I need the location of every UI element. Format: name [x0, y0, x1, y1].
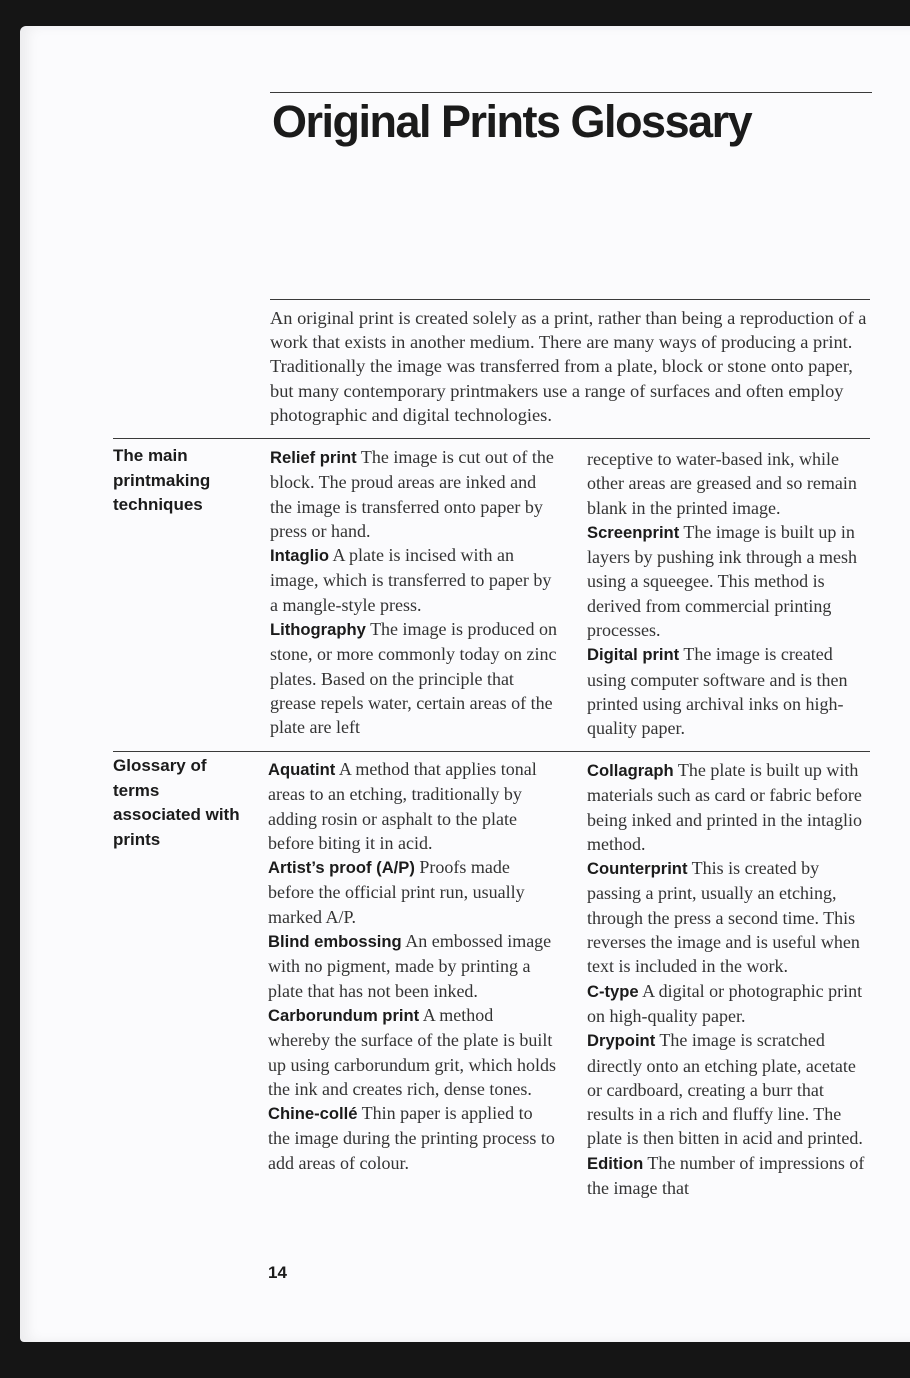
entry-term: Aquatint — [268, 760, 336, 779]
glossary-entry — [587, 520, 872, 642]
entry-term: Relief print — [270, 448, 357, 467]
entry-term: Counterprint — [587, 859, 688, 879]
glossary-entry — [587, 642, 872, 740]
entry-definition: A method that applies tonal areas to an etching, traditionally by adding rosin or asphalt to the plate before biting it in acid. — [268, 759, 537, 853]
entry-term: Carborundum print — [268, 1005, 420, 1025]
entry-term: Chine-collé — [268, 1104, 358, 1124]
entry-term: Digital print — [587, 645, 680, 665]
glossary-entry — [587, 856, 872, 978]
entry-definition: The image is cut out of the block. The proud areas are inked and the image is transferred onto paper by press or hand. — [270, 447, 554, 541]
glossary-right-column — [587, 758, 872, 1200]
entry-term: Collagraph — [587, 761, 674, 780]
glossary-entry — [587, 979, 872, 1029]
glossary-rule — [113, 751, 870, 752]
glossary-entry — [268, 1003, 558, 1101]
glossary-heading: Glossary of terms associated with prints — [113, 756, 240, 849]
entry-definition: An embossed image with no pigment, made by printing a plate that has not been inked. — [268, 931, 552, 1001]
title-top-rule — [270, 92, 872, 93]
entry-definition: This is created by passing a print, usually an etching, through the press a second time. This reverses the image and is useful when text is included in the work. — [587, 858, 860, 977]
entry-definition: Thin paper is applied to the image during the printing process to add areas of colour. — [268, 1103, 555, 1173]
entry-definition: Proofs made before the official print run, usually marked A/P. — [268, 857, 525, 927]
entry-definition: A method whereby the surface of the plate is built up using carborundum grit, which holds the ink and creates rich, dense tones. — [268, 1004, 556, 1099]
entry-term: Artist’s proof (A/P) — [268, 858, 415, 878]
glossary-entry — [270, 543, 560, 617]
glossary-entry — [587, 758, 872, 856]
entry-term: Drypoint — [587, 1031, 656, 1051]
entry-definition: A plate is incised with an image, which is transferred to paper by a mangle-style press. — [270, 545, 552, 615]
entry-term: Screenprint — [587, 522, 680, 542]
entry-definition: The image is created using computer software and is then printed using archival inks on high-quality paper. — [587, 644, 848, 739]
glossary-left-column — [268, 757, 558, 1175]
entry-definition: The plate is built up with materials such as card or fabric before being inked and printed in the intaglio method. — [587, 760, 862, 854]
entry-definition: The image is built up in layers by pushing ink through a mesh using a squeegee. This method is derived from commercial printing processes. — [587, 521, 857, 641]
techniques-left-column — [270, 445, 560, 740]
page-number: 14 — [268, 1263, 287, 1282]
glossary-entry — [270, 617, 560, 739]
entry-term: C-type — [587, 981, 639, 1001]
glossary-entry — [268, 855, 558, 929]
book-page — [20, 26, 910, 1342]
entry-definition: The image is scratched directly onto an etching plate, acetate or cardboard, creating a burr that results in a rich and fluffy line. The plate is then bitten in acid and printed. — [587, 1030, 863, 1149]
page-title: Original Prints Glossary — [272, 96, 752, 147]
entry-term: Lithography — [270, 620, 366, 640]
glossary-entry — [268, 929, 558, 1003]
techniques-rule — [113, 438, 870, 439]
entry-definition: The image is produced on stone, or more commonly today on zinc plates. Based on the principle that grease repels water, certain areas of the plate are left — [270, 619, 558, 738]
intro-paragraph: An original print is created solely as a print, rather than being a reproduction of a work that exists in another medium. There are many ways of producing a print. Traditionally the image was transferred from a plate, block or stone onto paper, but many contemporary printmakers use a range of surfaces and often employ photographic and digital technologies. — [270, 308, 867, 425]
glossary-entry — [587, 447, 872, 520]
glossary-entry — [268, 1101, 558, 1175]
entry-term: Blind embossing — [268, 932, 402, 952]
entry-definition: A digital or photographic print on high-quality paper. — [587, 980, 863, 1026]
entry-definition: The number of impressions of the image that — [587, 1152, 865, 1199]
intro-top-rule — [270, 299, 870, 300]
glossary-entry — [268, 757, 558, 855]
entry-term: Edition — [587, 1153, 644, 1173]
entry-term: Intaglio — [270, 546, 329, 566]
entry-definition: receptive to water-based ink, while other areas are greased and so remain blank in the printed image. — [587, 449, 857, 518]
techniques-right-column — [587, 447, 872, 741]
glossary-entry — [587, 1151, 872, 1201]
techniques-heading: The main printmaking techniques — [113, 446, 211, 514]
glossary-entry — [270, 445, 560, 543]
glossary-entry — [587, 1028, 872, 1150]
